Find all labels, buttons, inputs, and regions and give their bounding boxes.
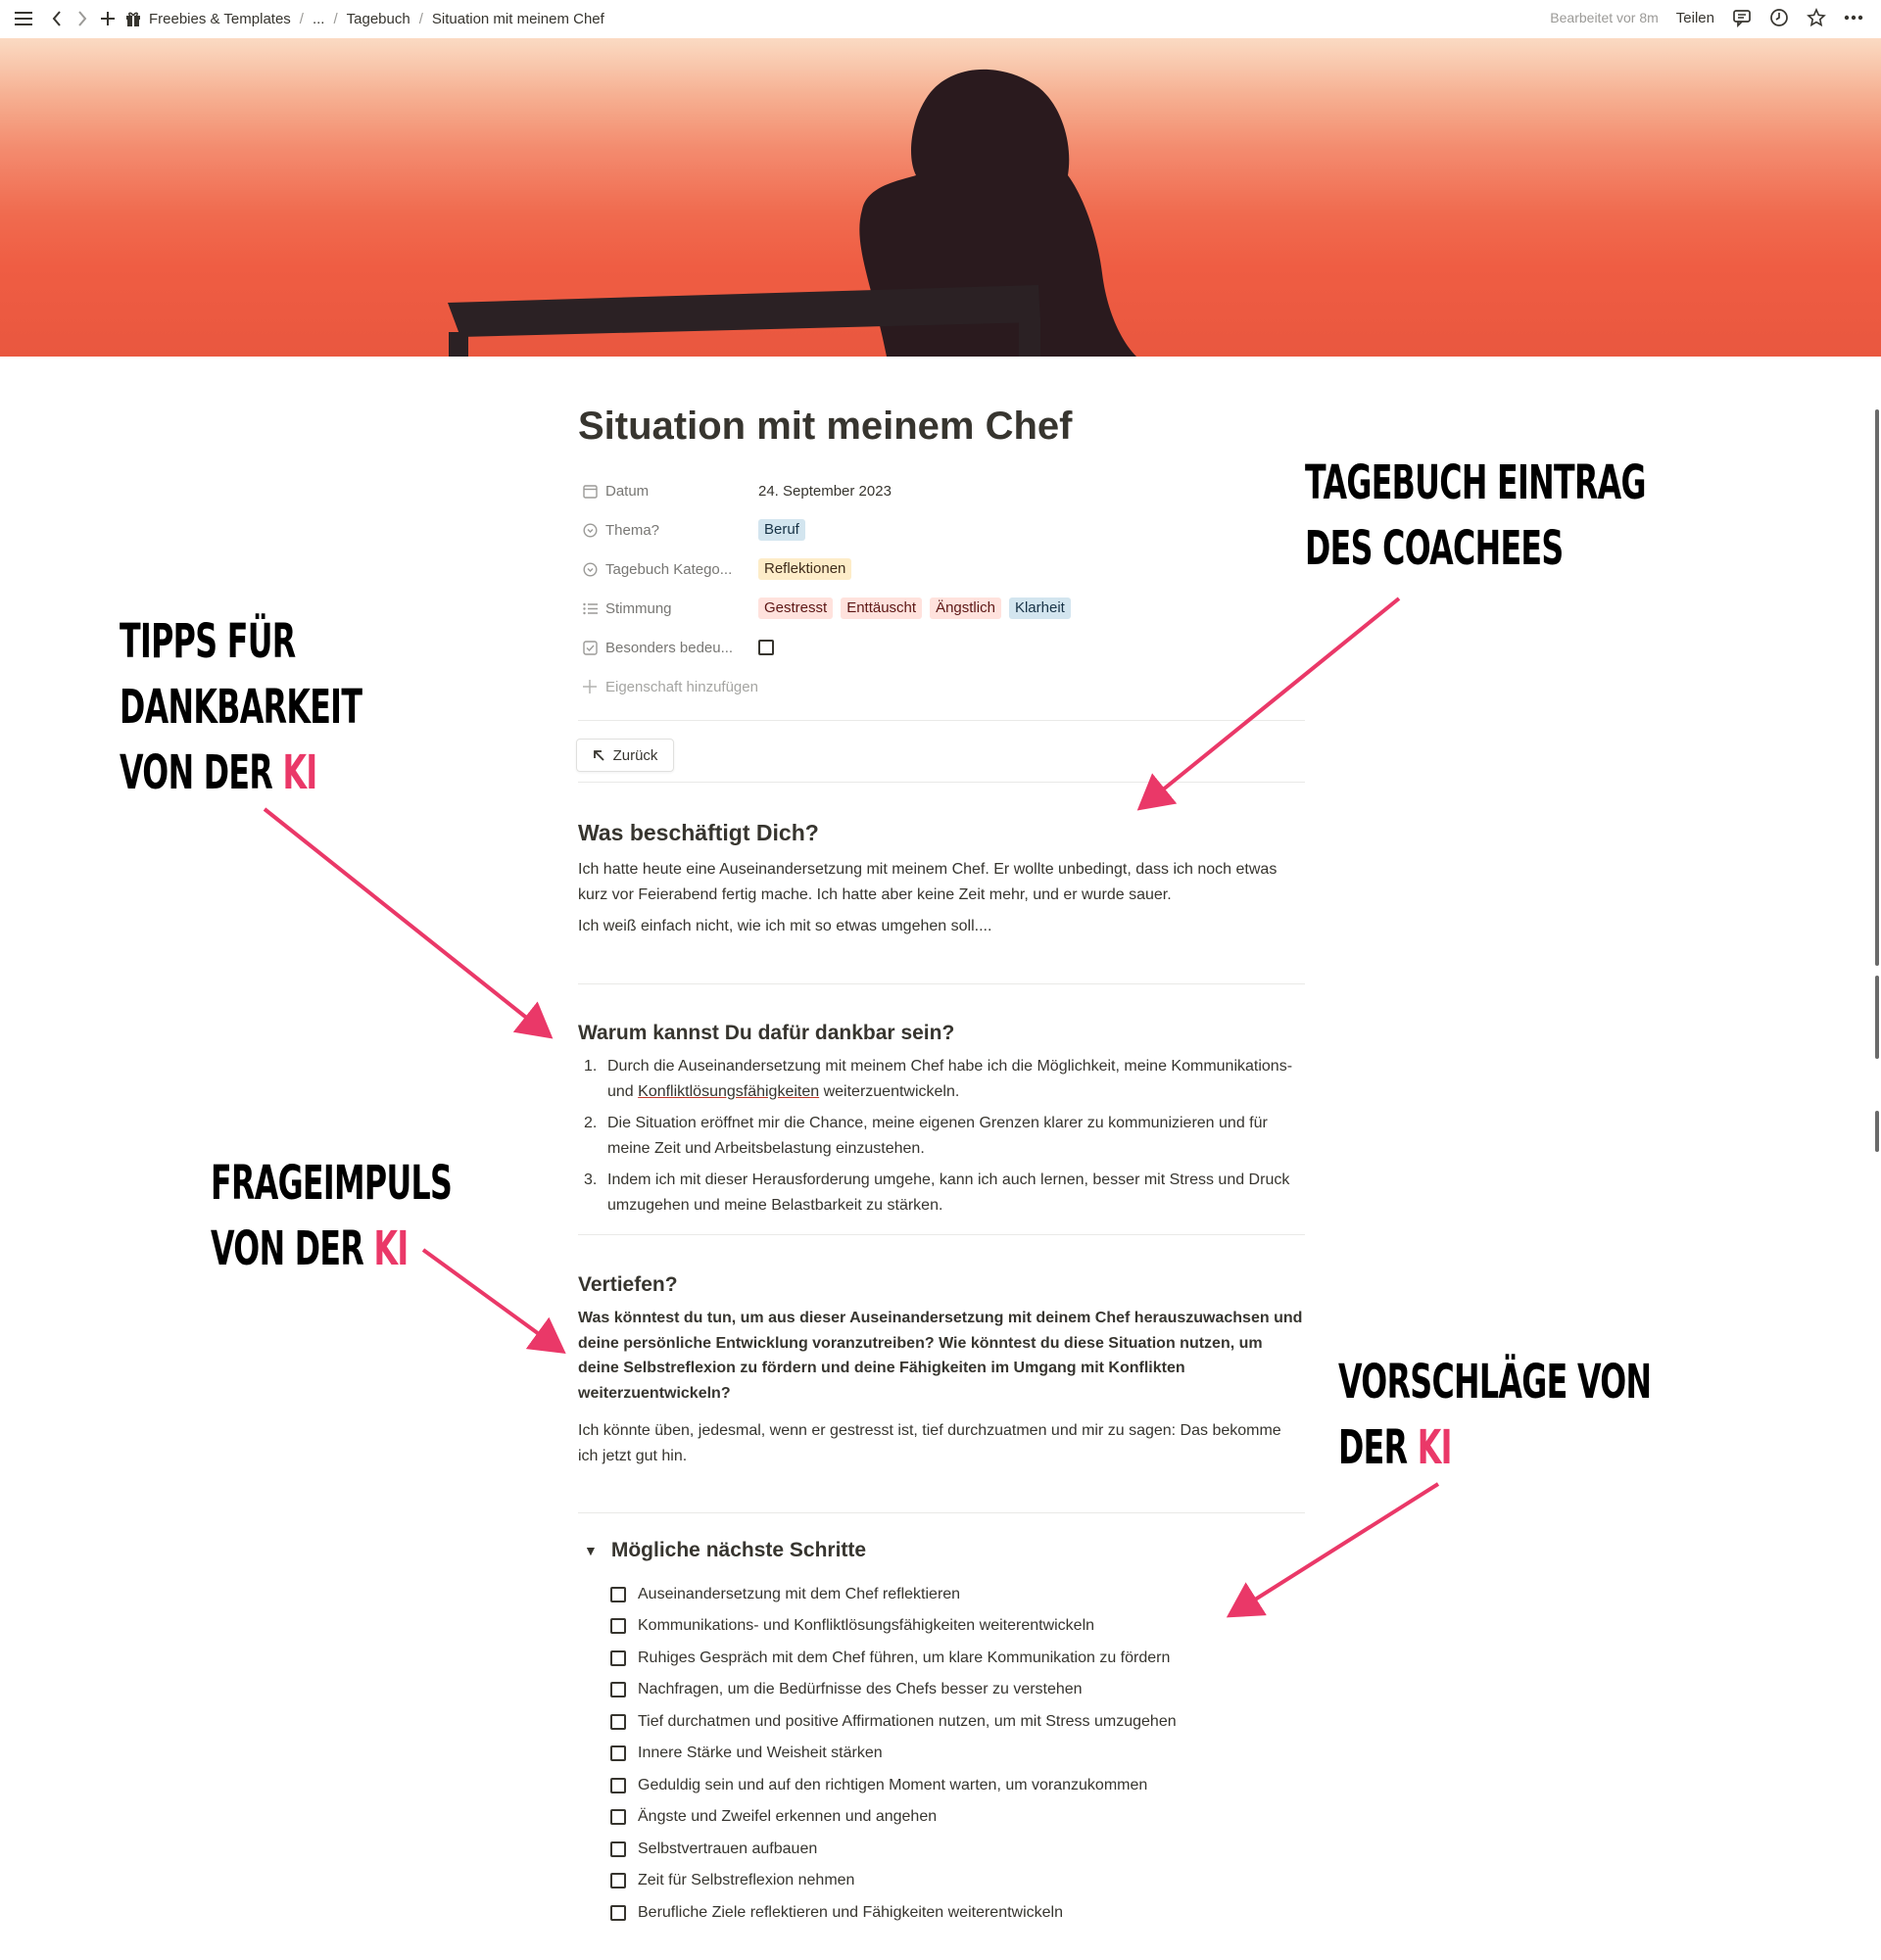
share-button[interactable]: Teilen — [1675, 9, 1714, 26]
tag[interactable]: Enttäuscht — [841, 598, 922, 619]
property-value-date[interactable]: 24. September 2023 — [758, 482, 892, 500]
todo-text: Ruhiges Gespräch mit dem Chef führen, um klare Kommunikation zu fördern — [638, 1649, 1171, 1666]
property-name: Stimmung — [605, 599, 672, 617]
breadcrumb-item[interactable]: ... — [312, 10, 325, 27]
breadcrumb-item[interactable]: Freebies & Templates — [149, 10, 291, 27]
todo-text: Nachfragen, um die Bedürfnisse des Chefs besser zu verstehen — [638, 1681, 1083, 1697]
answer-paragraph[interactable]: Ich könnte üben, jedesmal, wenn er gestresst ist, tief durchzuatmen und mir zu sagen: Das bekomme ich jetzt gut hin. — [578, 1422, 1281, 1464]
todo-text: Kommunikations- und Konfliktlösungsfähigkeiten weiterentwickeln — [638, 1617, 1095, 1634]
page-title[interactable]: Situation mit meinem Chef — [578, 405, 1073, 448]
list-text: Indem ich mit dieser Herausforderung umgehe, kann ich auch lernen, besser mit Stress und Druck umzugehen und meine Belastbarkeit zu stärken. — [607, 1171, 1290, 1214]
todo-text: Zeit für Selbstreflexion nehmen — [638, 1872, 855, 1888]
property-name: Besonders bedeu... — [605, 639, 734, 656]
todo-text: Innere Stärke und Weisheit stärken — [638, 1745, 883, 1761]
tag[interactable]: Beruf — [758, 519, 805, 541]
todo-text: Tief durchatmen und positive Affirmationen nutzen, um mit Stress umzugehen — [638, 1713, 1177, 1730]
list-text: Die Situation eröffnet mir die Chance, meine eigenen Grenzen klarer zu kommunizieren und für meine Zeit und Arbeitsbelastung einzustehen. — [607, 1115, 1268, 1157]
scrollbar-segment — [1875, 1111, 1879, 1152]
annotation-text: DER — [1338, 1420, 1418, 1475]
tag[interactable]: Reflektionen — [758, 558, 851, 580]
question-paragraph[interactable]: Was könntest du tun, um aus dieser Auseinandersetzung mit deinem Chef herauszuwachsen und deine persönliche Entwicklung voranzutreiben? Wie könntest du diese Situation nutzen, um deine Selbstreflexion zu fördern und deine Fähigkeiten im Umgang mit Konflikten weiterzuentwickeln? — [578, 1310, 1303, 1402]
breadcrumb-item[interactable]: Tagebuch — [346, 10, 410, 27]
arrow-entry — [1146, 598, 1399, 803]
annotation-line: DANKBARKEIT — [120, 680, 362, 735]
toggle-heading-label: Mögliche nächste Schritte — [610, 1539, 867, 1561]
tag[interactable]: Klarheit — [1009, 598, 1071, 619]
list-number: 2. — [584, 1115, 598, 1131]
annotation-ki: KI — [282, 745, 317, 800]
todo-text: Geduldig sein und auf den richtigen Moment warten, um voranzukommen — [638, 1777, 1148, 1793]
tag[interactable]: Gestresst — [758, 598, 833, 619]
todo-text: Ängste und Zweifel erkennen und angehen — [638, 1808, 938, 1825]
annotation-ki: KI — [1417, 1420, 1452, 1475]
list-text-underlined: Konfliktlösungsfähigkeiten — [638, 1082, 820, 1100]
list-text: Durch die Auseinandersetzung mit meinem Chef habe ich die Möglichkeit, meine Kommunikations- und — [607, 1058, 1293, 1100]
add-property-label: Eigenschaft hinzufügen — [605, 678, 758, 695]
scrollbar[interactable] — [1875, 409, 1879, 966]
list-number: 1. — [584, 1058, 598, 1075]
annotation-text: VON DER — [120, 745, 283, 800]
arrow-question — [423, 1250, 556, 1347]
tag[interactable]: Ängstlich — [930, 598, 1001, 619]
back-button-label: Zurück — [612, 746, 658, 764]
property-name: Datum — [605, 482, 650, 500]
annotation-line: DES COACHEES — [1305, 521, 1564, 576]
section-heading[interactable]: Was beschäftigt Dich? — [578, 820, 819, 845]
annotation-text: VON DER — [211, 1221, 374, 1276]
list-text: weiterzuentwickeln. — [819, 1082, 960, 1100]
breadcrumb-current[interactable]: Situation mit meinem Chef — [431, 10, 604, 27]
property-name: Tagebuch Katego... — [605, 560, 733, 578]
todo-text: Auseinandersetzung mit dem Chef reflektieren — [638, 1586, 961, 1602]
toggle-triangle-icon[interactable]: ▼ — [584, 1543, 598, 1558]
todo-text: Selbstvertrauen aufbauen — [638, 1840, 818, 1857]
paragraph[interactable]: Ich weiß einfach nicht, wie ich mit so etwas umgehen soll.... — [578, 918, 992, 934]
arrow-suggestions — [1236, 1484, 1438, 1611]
annotation-line: TAGEBUCH EINTRAG — [1305, 455, 1646, 510]
paragraph[interactable]: Ich hatte heute eine Auseinandersetzung mit meinem Chef. Er wollte unbedingt, dass ich noch etwas kurz vor Feierabend fertig mache. Ich hatte aber keine Zeit mehr, und er wurde sauer. — [578, 861, 1278, 903]
annotation-line: FRAGEIMPULS — [211, 1156, 453, 1211]
annotation-ki: KI — [373, 1221, 409, 1276]
arrow-gratitude — [265, 809, 544, 1031]
section-heading[interactable]: Warum kannst Du dafür dankbar sein? — [578, 1022, 955, 1044]
list-number: 3. — [584, 1171, 598, 1188]
section-heading[interactable]: Vertiefen? — [578, 1273, 678, 1296]
annotation-line: TIPPS FÜR — [120, 614, 296, 669]
breadcrumb-separator: / — [333, 10, 338, 27]
breadcrumb-separator: / — [418, 10, 423, 27]
annotation-line: VORSCHLÄGE VON — [1338, 1355, 1652, 1410]
todo-text: Berufliche Ziele reflektieren und Fähigkeiten weiterentwickeln — [638, 1904, 1063, 1921]
scrollbar-segment — [1875, 976, 1879, 1059]
property-name: Thema? — [605, 521, 660, 539]
breadcrumb-separator: / — [299, 10, 304, 27]
edited-status: Bearbeitet vor 8m — [1550, 10, 1659, 25]
